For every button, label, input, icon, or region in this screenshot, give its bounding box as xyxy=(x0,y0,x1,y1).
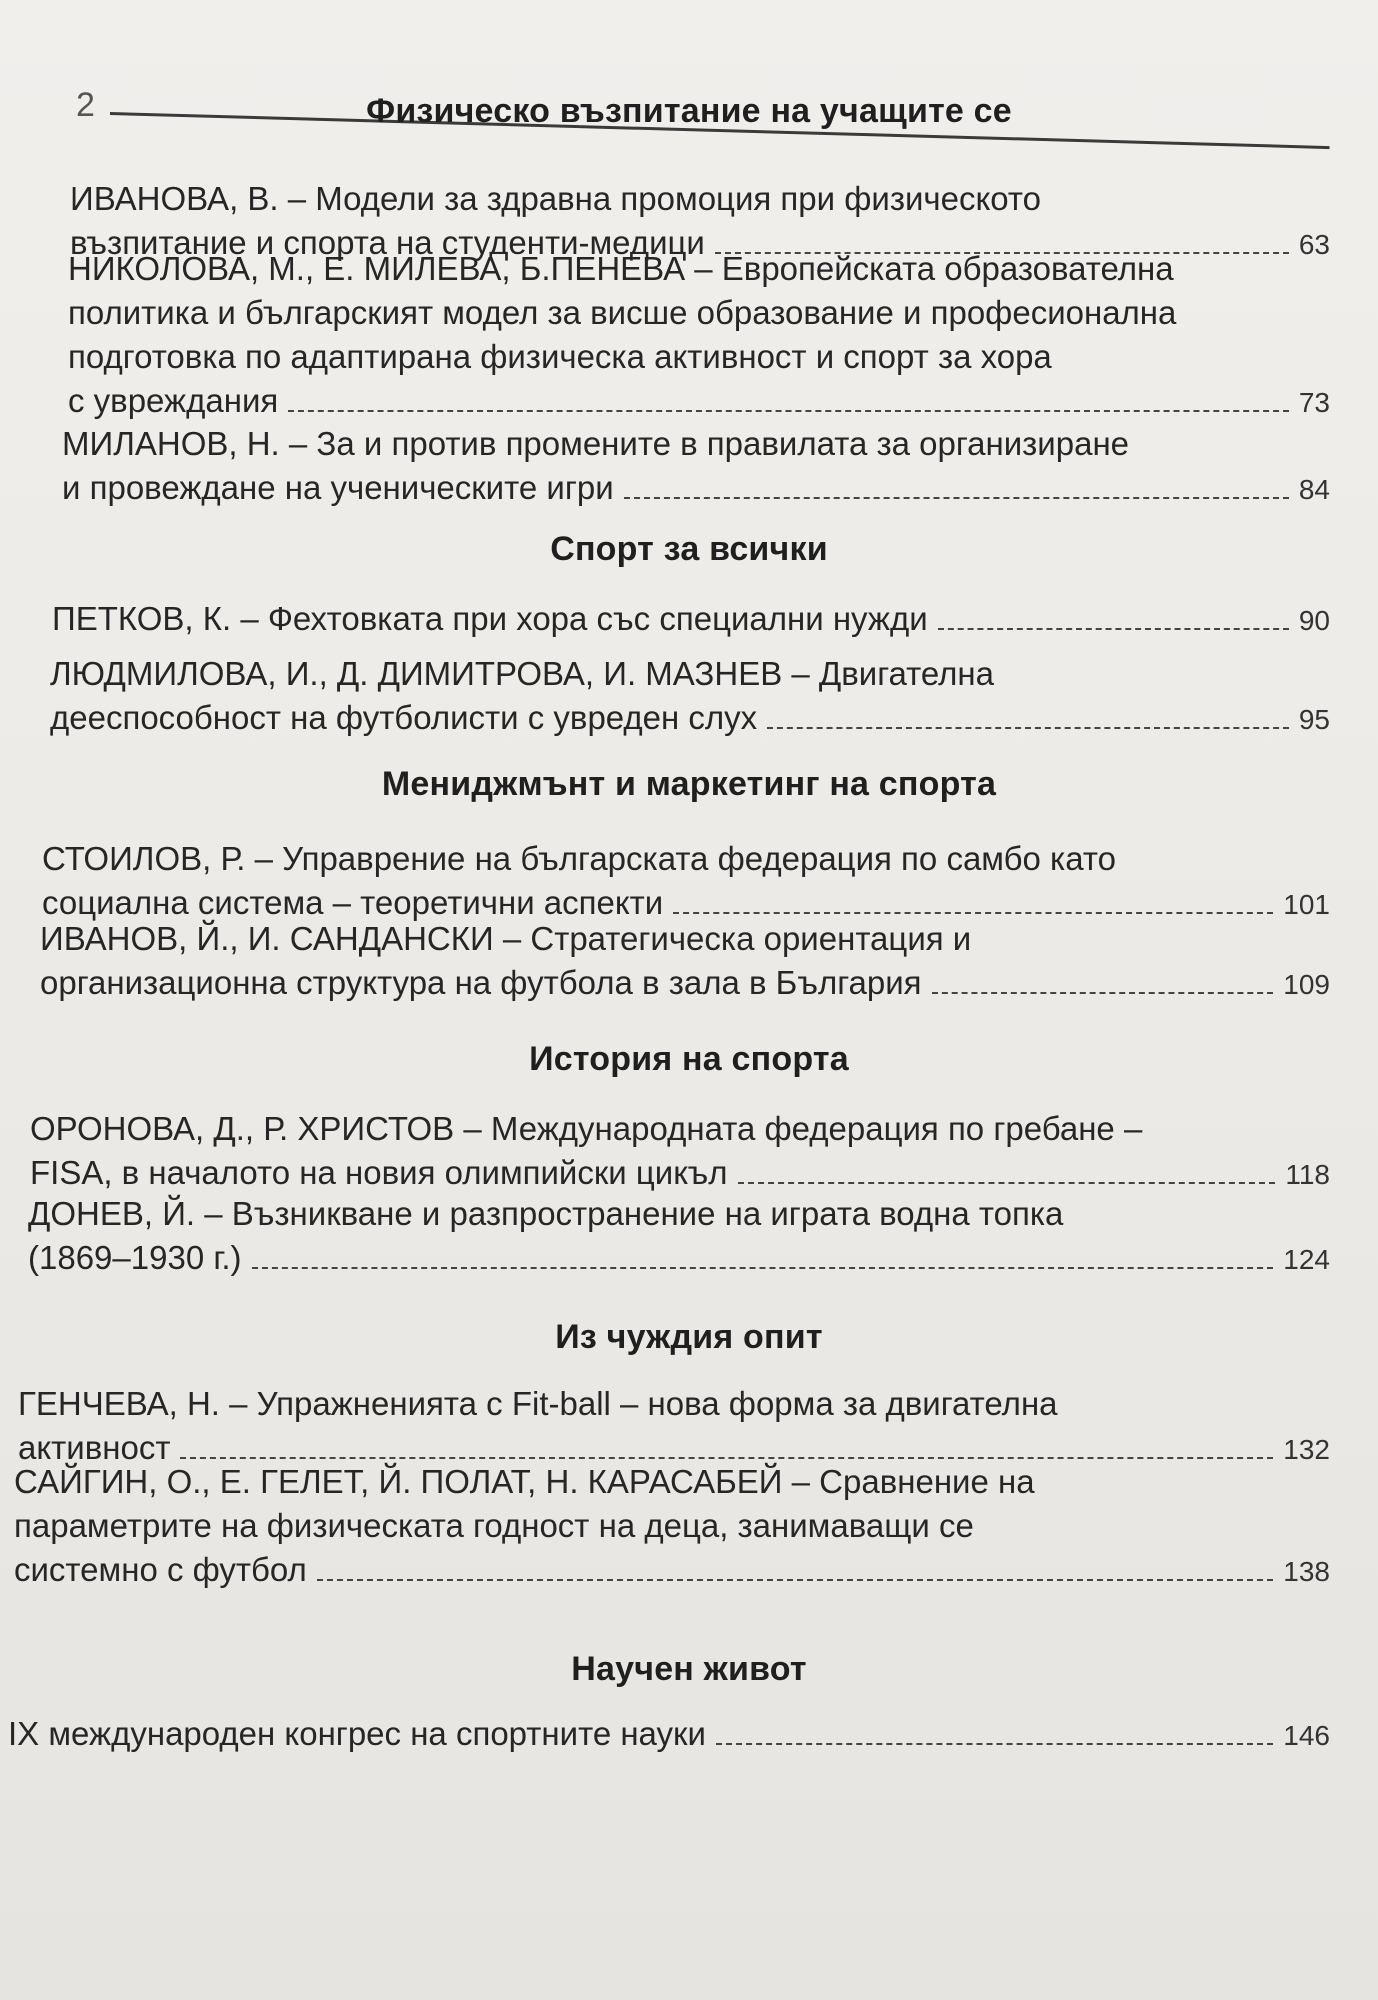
entry-text-line: подготовка по адаптирана физическа активност и спорт за хора xyxy=(68,338,1052,375)
entry-page-number: 84 xyxy=(1298,474,1330,505)
section-title: Физическо възпитание на учащите се xyxy=(366,92,1012,130)
entry-text-line: социална система – теоретични аспекти xyxy=(42,884,664,921)
dot-leader xyxy=(938,628,1289,630)
entry-text-line: ИВАНОВ, Й., И. САНДАНСКИ – Стратегическа ориентация и xyxy=(40,920,972,957)
entry-page-number: 109 xyxy=(1283,969,1330,1000)
entry-page-number: 90 xyxy=(1298,605,1330,636)
entry-page-number: 146 xyxy=(1283,1720,1330,1751)
entry-text-line: политика и българският модел за висше образование и професионална xyxy=(68,294,1177,331)
entry-text-line: ДОНЕВ, Й. – Възникване и разпространение на играта водна топка xyxy=(28,1195,1064,1232)
entry-page-number: 124 xyxy=(1283,1244,1330,1275)
dot-leader xyxy=(624,497,1289,499)
entry-text-line: ГЕНЧЕВА, Н. – Упражненията с Fit-ball – нова форма за двигателна xyxy=(18,1385,1058,1422)
entry-text-line: САЙГИН, О., Е. ГЕЛЕТ, Й. ПОЛАТ, Н. КАРАСАБЕЙ – Сравнение на xyxy=(14,1463,1035,1500)
entry-text-line: IX международен конгрес на спортните науки xyxy=(8,1715,706,1752)
entry-text-line: ЛЮДМИЛОВА, И., Д. ДИМИТРОВА, И. МАЗНЕВ – Двигателна xyxy=(50,655,994,692)
entry-text-line: ОРОНОВА, Д., Р. ХРИСТОВ – Международната федерация по гребане – xyxy=(30,1110,1143,1147)
dot-leader xyxy=(180,1457,1273,1459)
entry-page-number: 73 xyxy=(1298,387,1330,418)
entry-page-number: 138 xyxy=(1283,1556,1330,1587)
entry-text-line: FISA, в началото на новия олимпийски цикъл xyxy=(30,1154,728,1191)
section-title: История на спорта xyxy=(529,1040,849,1078)
entry-text-line: СТОИЛОВ, Р. – Управрение на българската федерация по самбо като xyxy=(42,840,1116,877)
entry-text-line: системно с футбол xyxy=(14,1551,307,1588)
entry-text-line: (1869–1930 г.) xyxy=(28,1239,242,1276)
section-title: Спорт за всички xyxy=(550,530,828,568)
entry-text-line: параметрите на физическата годност на деца, занимаващи се xyxy=(14,1507,974,1544)
dot-leader xyxy=(252,1267,1274,1269)
dot-leader xyxy=(716,1743,1273,1745)
entry-text-line: организационна структура на футбола в зала в България xyxy=(40,964,922,1001)
dot-leader xyxy=(673,912,1273,914)
entry-text-line: НИКОЛОВА, М., Е. МИЛЕВА, Б.ПЕНЕВА – Европейската образователна xyxy=(68,250,1174,287)
dot-leader xyxy=(738,1182,1276,1184)
entry-text-line: активност xyxy=(18,1429,171,1466)
entry-page-number: 101 xyxy=(1283,889,1330,920)
entry-text-line: с увреждания xyxy=(68,382,279,419)
section-title: Из чуждия опит xyxy=(555,1318,823,1356)
entry-text-line: и провеждане на ученическите игри xyxy=(62,469,614,506)
page-number: 2 xyxy=(76,86,95,124)
entry-text-line: ПЕТКОВ, К. – Фехтовката при хора със специални нужди xyxy=(52,600,928,637)
section-title: Научен живот xyxy=(571,1650,807,1688)
dot-leader xyxy=(767,727,1289,729)
section-title: Мениджмънт и маркетинг на спорта xyxy=(381,765,997,803)
entry-page-number: 118 xyxy=(1285,1159,1330,1190)
entry-page-number: 63 xyxy=(1298,229,1330,260)
entry-text-line: ИВАНОВА, В. – Модели за здравна промоция при физическото xyxy=(70,180,1041,217)
entry-page-number: 132 xyxy=(1283,1434,1330,1465)
dot-leader xyxy=(932,992,1274,994)
dot-leader xyxy=(317,1579,1273,1581)
dot-leader xyxy=(288,410,1289,412)
entry-text-line: дееспособност на футболисти с увреден слух xyxy=(50,699,758,736)
entry-text-line: МИЛАНОВ, Н. – За и против промените в правилата за организиране xyxy=(62,425,1130,462)
entry-page-number: 95 xyxy=(1298,704,1330,735)
entry-text-line: възпитание и спорта на студенти-медици xyxy=(70,224,705,261)
